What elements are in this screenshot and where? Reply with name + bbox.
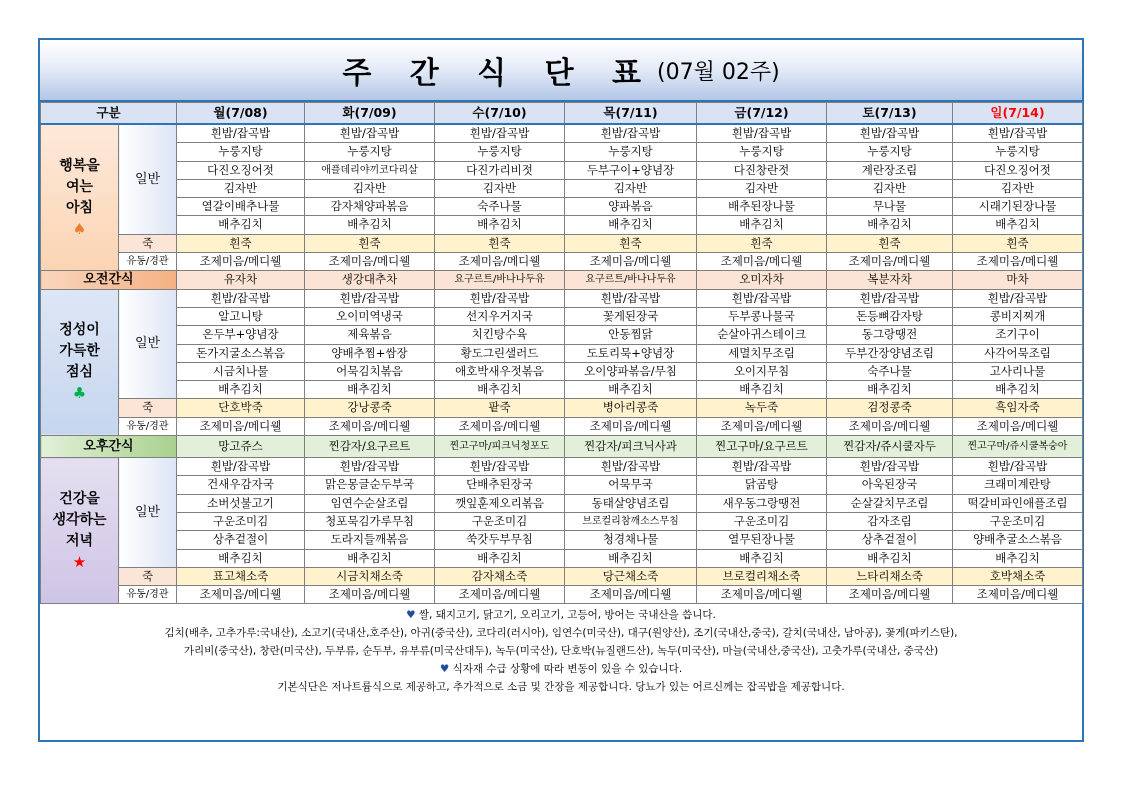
menu-item: 배추김치	[435, 216, 565, 234]
menu-item: 다진창란젓	[697, 161, 827, 179]
drink-item: 조제미음/메디웰	[565, 417, 697, 435]
menu-item: 단배추된장국	[435, 476, 565, 494]
drink-item: 조제미음/메디웰	[697, 586, 827, 604]
menu-item: 흰밥/잡곡밥	[953, 289, 1083, 307]
snack-item: 찐고구마/요구르트	[697, 436, 827, 458]
menu-item: 다진가리비젓	[435, 161, 565, 179]
menu-item: 오이지무침	[697, 362, 827, 380]
porridge-item: 시금치채소죽	[305, 567, 435, 585]
menu-item: 흰밥/잡곡밥	[305, 458, 435, 476]
menu-item: 두부구이+양념장	[565, 161, 697, 179]
title-banner	[40, 40, 1082, 102]
porridge-item: 브로컬리채소죽	[697, 567, 827, 585]
notes-section	[40, 604, 1082, 696]
menu-item: 다진오징어젓	[177, 161, 305, 179]
dinner-label	[41, 458, 119, 604]
menu-item: 흰밥/잡곡밥	[177, 124, 305, 143]
menu-row	[41, 494, 1083, 512]
porridge-item: 흰죽	[697, 234, 827, 252]
snack-item: 생강대추차	[305, 271, 435, 289]
menu-item: 동그랑땡전	[827, 326, 953, 344]
menu-item: 시금치나물	[177, 362, 305, 380]
header-day: 화(7/09)	[305, 103, 435, 125]
snack-item: 요구르트/바나나두유	[565, 271, 697, 289]
menu-item: 누룽지탕	[305, 143, 435, 161]
drink-item: 조제미음/메디웰	[827, 586, 953, 604]
page-title: 주 간 식 단 표	[342, 56, 656, 91]
menu-item: 김자반	[565, 179, 697, 197]
menu-item: 소버섯불고기	[177, 494, 305, 512]
drink-item: 조제미음/메디웰	[953, 417, 1083, 435]
menu-item: 배추김치	[827, 381, 953, 399]
porridge-item: 강낭콩죽	[305, 399, 435, 417]
general-label: 일반	[119, 289, 177, 399]
drink-label: 유동/경관	[119, 586, 177, 604]
general-label: 일반	[119, 458, 177, 568]
menu-item: 누룽지탕	[827, 143, 953, 161]
menu-item: 배추김치	[827, 216, 953, 234]
menu-item: 오이미역냉국	[305, 307, 435, 325]
drink-item: 조제미음/메디웰	[435, 417, 565, 435]
porridge-label: 죽	[119, 234, 177, 252]
menu-item: 시래기된장나물	[953, 198, 1083, 216]
porridge-item: 흰죽	[305, 234, 435, 252]
menu-item: 흰밥/잡곡밥	[953, 124, 1083, 143]
drink-item: 조제미음/메디웰	[177, 253, 305, 271]
menu-item: 계란장조림	[827, 161, 953, 179]
porridge-item: 단호박죽	[177, 399, 305, 417]
menu-item: 애호박새우젓볶음	[435, 362, 565, 380]
menu-item: 숙주나물	[435, 198, 565, 216]
menu-item: 쑥갓두부무침	[435, 531, 565, 549]
menu-item: 구운조미김	[435, 512, 565, 530]
menu-item: 숙주나물	[827, 362, 953, 380]
menu-item: 온두부+양념장	[177, 326, 305, 344]
note-origin-detail-1: 김치(배추, 고추가루:국내산), 소고기(국내산,호주산), 아귀(중국산), 코다리(러시아), 임연수(미국산), 대구(원양산), 조기(국내산,중국), 갈치(국내산, 남아공), 꽃게(파키스탄),	[164, 627, 958, 640]
menu-row	[41, 179, 1083, 197]
menu-item: 순살아귀스테이크	[697, 326, 827, 344]
drink-row	[41, 586, 1083, 604]
menu-row	[41, 198, 1083, 216]
menu-item: 청경채나물	[565, 531, 697, 549]
menu-item: 흰밥/잡곡밥	[827, 124, 953, 143]
note-supply-change: ♥ 식자재 수급 상황에 따라 변동이 있을 수 있습니다.	[439, 663, 683, 676]
snack-item: 찐고구마/쥬시쿨복숭아	[953, 436, 1083, 458]
drink-label: 유동/경관	[119, 253, 177, 271]
menu-item: 배추김치	[953, 549, 1083, 567]
drink-item: 조제미음/메디웰	[953, 253, 1083, 271]
menu-row	[41, 143, 1083, 161]
am_snack-label: 오전간식	[41, 271, 177, 289]
menu-row	[41, 307, 1083, 325]
menu-row	[41, 124, 1083, 143]
menu-item: 콩비지찌개	[953, 307, 1083, 325]
porridge-row	[41, 567, 1083, 585]
snack-item: 찐감자/쥬시쿨자두	[827, 436, 953, 458]
menu-row	[41, 476, 1083, 494]
drink-item: 조제미음/메디웰	[305, 417, 435, 435]
page-subtitle: (07월 02주)	[657, 59, 780, 85]
drink-item: 조제미음/메디웰	[827, 253, 953, 271]
menu-item: 상추겉절이	[827, 531, 953, 549]
porridge-item: 흰죽	[435, 234, 565, 252]
porridge-row	[41, 399, 1083, 417]
menu-item: 누룽지탕	[953, 143, 1083, 161]
menu-item: 흰밥/잡곡밥	[697, 289, 827, 307]
drink-row	[41, 417, 1083, 435]
menu-item: 누룽지탕	[565, 143, 697, 161]
snack-item: 망고쥬스	[177, 436, 305, 458]
menu-item: 선지우거지국	[435, 307, 565, 325]
menu-item: 꽃게된장국	[565, 307, 697, 325]
menu-item: 배추김치	[177, 216, 305, 234]
menu-item: 흰밥/잡곡밥	[827, 458, 953, 476]
drink-row	[41, 253, 1083, 271]
header-day: 금(7/12)	[697, 103, 827, 125]
heart-icon: ♥	[406, 609, 416, 622]
menu-item: 오이양파볶음/무침	[565, 362, 697, 380]
breakfast-label	[41, 124, 119, 271]
menu-item: 고사리나물	[953, 362, 1083, 380]
menu-item: 흰밥/잡곡밥	[435, 124, 565, 143]
menu-item: 배추김치	[305, 381, 435, 399]
snack-item: 마차	[953, 271, 1083, 289]
menu-item: 돈등뼈감자탕	[827, 307, 953, 325]
menu-item: 김자반	[697, 179, 827, 197]
menu-item: 흰밥/잡곡밥	[435, 458, 565, 476]
meal-name-line: 저녁	[65, 532, 94, 549]
menu-item: 누룽지탕	[697, 143, 827, 161]
menu-item: 도토리묵+양념장	[565, 344, 697, 362]
heart-icon: ♥	[439, 663, 450, 676]
menu-item: 구운조미김	[697, 512, 827, 530]
porridge-item: 표고채소죽	[177, 567, 305, 585]
menu-item: 건새우감자국	[177, 476, 305, 494]
menu-item: 김자반	[435, 179, 565, 197]
meal-name-line: 생각하는	[52, 511, 107, 528]
menu-row	[41, 289, 1083, 307]
menu-item: 새우동그랑땡전	[697, 494, 827, 512]
menu-item: 배추김치	[827, 549, 953, 567]
meal-name-line: 아침	[65, 199, 94, 216]
menu-item: 흰밥/잡곡밥	[697, 458, 827, 476]
menu-item: 누룽지탕	[177, 143, 305, 161]
drink-item: 조제미음/메디웰	[177, 417, 305, 435]
drink-item: 조제미음/메디웰	[827, 417, 953, 435]
menu-item: 흰밥/잡곡밥	[953, 458, 1083, 476]
header-day: 토(7/13)	[827, 103, 953, 125]
menu-item: 어묵무국	[565, 476, 697, 494]
snack-item: 복분자차	[827, 271, 953, 289]
meal-name-line: 정성이	[59, 322, 100, 339]
menu-row	[41, 362, 1083, 380]
menu-item: 양배추찜+쌈장	[305, 344, 435, 362]
note-low-sodium: 기본식단은 저나트륨식으로 제공하고, 추가적으로 소금 및 간장을 제공합니다. 당뇨가 있는 어르신께는 잡곡밥을 제공합니다.	[277, 681, 845, 694]
menu-item: 열갈이배추나물	[177, 198, 305, 216]
menu-item: 흰밥/잡곡밥	[305, 124, 435, 143]
menu-item: 동태살양념조림	[565, 494, 697, 512]
menu-item: 맑은몽글순두부국	[305, 476, 435, 494]
menu-item: 감자조림	[827, 512, 953, 530]
snack-item: 찐감자/요구르트	[305, 436, 435, 458]
menu-item: 닭곰탕	[697, 476, 827, 494]
menu-item: 조기구이	[953, 326, 1083, 344]
menu-item: 배추김치	[565, 381, 697, 399]
menu-item: 제육볶음	[305, 326, 435, 344]
menu-item: 배추김치	[565, 549, 697, 567]
header-day: 월(7/08)	[177, 103, 305, 125]
menu-item: 배추김치	[953, 381, 1083, 399]
meal-name-line: 점심	[65, 364, 94, 381]
menu-item: 흰밥/잡곡밥	[697, 124, 827, 143]
menu-item: 두부콩나물국	[697, 307, 827, 325]
menu-item: 임연수순살조림	[305, 494, 435, 512]
porridge-item: 흰죽	[953, 234, 1083, 252]
menu-item: 도라지들깨볶음	[305, 531, 435, 549]
menu-item: 양배추굴소스볶음	[953, 531, 1083, 549]
menu-item: 배추김치	[697, 216, 827, 234]
menu-item: 김자반	[953, 179, 1083, 197]
header-day: 수(7/10)	[435, 103, 565, 125]
meal-name-line: 가득한	[59, 343, 100, 360]
snack-item: 오미자차	[697, 271, 827, 289]
menu-item: 두부간장양념조림	[827, 344, 953, 362]
porridge-item: 호박채소죽	[953, 567, 1083, 585]
porridge-item: 느타리채소죽	[827, 567, 953, 585]
menu-item: 사각어묵조림	[953, 344, 1083, 362]
drink-item: 조제미음/메디웰	[435, 253, 565, 271]
header-day: 목(7/11)	[565, 103, 697, 125]
header-row	[41, 103, 1083, 125]
star-icon: ★	[72, 552, 87, 571]
menu-item: 청포묵김가루무침	[305, 512, 435, 530]
menu-item: 배추김치	[565, 216, 697, 234]
porridge-item: 녹두죽	[697, 399, 827, 417]
menu-row	[41, 381, 1083, 399]
club-icon: ♣	[72, 384, 87, 403]
menu-row	[41, 161, 1083, 179]
drink-item: 조제미음/메디웰	[565, 586, 697, 604]
porridge-item: 검정콩죽	[827, 399, 953, 417]
porridge-item: 병아리콩죽	[565, 399, 697, 417]
menu-item: 배추김치	[435, 381, 565, 399]
menu-item: 깻잎훈제오리볶음	[435, 494, 565, 512]
meal-name-line: 행복을	[59, 157, 100, 174]
menu-item: 배추김치	[953, 216, 1083, 234]
menu-item: 흰밥/잡곡밥	[177, 289, 305, 307]
snack-item: 찐고구마/피크닉청포도	[435, 436, 565, 458]
note-origin-main: ♥ 쌀, 돼지고기, 닭고기, 오리고기, 고등어, 방어는 국내산을 씁니다.	[406, 609, 716, 622]
menu-item: 흰밥/잡곡밥	[565, 289, 697, 307]
menu-item: 흰밥/잡곡밥	[305, 289, 435, 307]
menu-item: 구운조미김	[177, 512, 305, 530]
lunch-label	[41, 289, 119, 435]
menu-item: 세멸치무조림	[697, 344, 827, 362]
porridge-label: 죽	[119, 399, 177, 417]
menu-row	[41, 344, 1083, 362]
drink-item: 조제미음/메디웰	[177, 586, 305, 604]
drink-item: 조제미음/메디웰	[305, 253, 435, 271]
drink-item: 조제미음/메디웰	[435, 586, 565, 604]
menu-item: 무나물	[827, 198, 953, 216]
menu-item: 상추겉절이	[177, 531, 305, 549]
menu-item: 양파볶음	[565, 198, 697, 216]
drink-item: 조제미음/메디웰	[697, 417, 827, 435]
drink-item: 조제미음/메디웰	[697, 253, 827, 271]
drink-item: 조제미음/메디웰	[953, 586, 1083, 604]
menu-item: 흰밥/잡곡밥	[565, 458, 697, 476]
menu-item: 감자채양파볶음	[305, 198, 435, 216]
menu-frame	[38, 38, 1084, 742]
meal-name-line: 여는	[65, 178, 94, 195]
menu-item: 크래미계란탕	[953, 476, 1083, 494]
meal-name-line: 건강을	[59, 490, 100, 507]
porridge-item: 흰죽	[565, 234, 697, 252]
menu-item: 알고니탕	[177, 307, 305, 325]
porridge-item: 흰죽	[827, 234, 953, 252]
menu-item: 구운조미김	[953, 512, 1083, 530]
menu-item: 어묵김치볶음	[305, 362, 435, 380]
menu-row	[41, 216, 1083, 234]
menu-item: 브로컬리참깨소스무침	[565, 512, 697, 530]
menu-row	[41, 549, 1083, 567]
porridge-row	[41, 234, 1083, 252]
menu-row	[41, 326, 1083, 344]
menu-item: 배추김치	[435, 549, 565, 567]
menu-row	[41, 512, 1083, 530]
menu-item: 애플데리야끼코다리살	[305, 161, 435, 179]
porridge-item: 당근채소죽	[565, 567, 697, 585]
drink-item: 조제미음/메디웰	[305, 586, 435, 604]
pm_snack-row	[41, 436, 1083, 458]
snack-item: 찐감자/피크닉사과	[565, 436, 697, 458]
menu-item: 황도그린샐러드	[435, 344, 565, 362]
menu-row	[41, 458, 1083, 476]
menu-item: 흰밥/잡곡밥	[435, 289, 565, 307]
menu-item: 흰밥/잡곡밥	[827, 289, 953, 307]
menu-item: 누룽지탕	[435, 143, 565, 161]
menu-item: 다진오징어젓	[953, 161, 1083, 179]
spade-icon: ♠	[72, 219, 87, 238]
menu-item: 흰밥/잡곡밥	[177, 458, 305, 476]
snack-item: 요구르트/바나나두유	[435, 271, 565, 289]
menu-item: 김자반	[827, 179, 953, 197]
menu-item: 배추김치	[305, 549, 435, 567]
drink-item: 조제미음/메디웰	[565, 253, 697, 271]
porridge-item: 감자채소죽	[435, 567, 565, 585]
menu-item: 배추김치	[697, 549, 827, 567]
am_snack-row	[41, 271, 1083, 289]
header-day: 일(7/14)	[953, 103, 1083, 125]
porridge-label: 죽	[119, 567, 177, 585]
menu-item: 흰밥/잡곡밥	[565, 124, 697, 143]
pm_snack-label: 오후간식	[41, 436, 177, 458]
menu-item: 배추김치	[177, 549, 305, 567]
general-label: 일반	[119, 124, 177, 234]
menu-item: 돈가지굴소스볶음	[177, 344, 305, 362]
note-origin-detail-2: 가리비(중국산), 창란(미국산), 두부류, 순두부, 유부류(미국산대두), 녹두(미국산), 단호박(뉴질랜드산), 녹두(미국산), 마늘(국내산,중국산), 고춧가루(국내산, 중국산)	[183, 645, 939, 658]
porridge-item: 흰죽	[177, 234, 305, 252]
menu-item: 배추김치	[305, 216, 435, 234]
menu-item: 치킨탕수육	[435, 326, 565, 344]
menu-item: 안동찜닭	[565, 326, 697, 344]
menu-item: 열무된장나물	[697, 531, 827, 549]
porridge-item: 흑임자죽	[953, 399, 1083, 417]
menu-item: 배추김치	[177, 381, 305, 399]
drink-label: 유동/경관	[119, 417, 177, 435]
header-category: 구분	[41, 103, 177, 125]
menu-item: 배추된장나물	[697, 198, 827, 216]
snack-item: 유자차	[177, 271, 305, 289]
menu-item: 아욱된장국	[827, 476, 953, 494]
menu-item: 김자반	[177, 179, 305, 197]
menu-item: 김자반	[305, 179, 435, 197]
menu-row	[41, 531, 1083, 549]
menu-item: 떡갈비파인애플조림	[953, 494, 1083, 512]
menu-table	[40, 102, 1083, 604]
porridge-item: 팥죽	[435, 399, 565, 417]
menu-item: 배추김치	[697, 381, 827, 399]
menu-item: 순살갈치무조림	[827, 494, 953, 512]
